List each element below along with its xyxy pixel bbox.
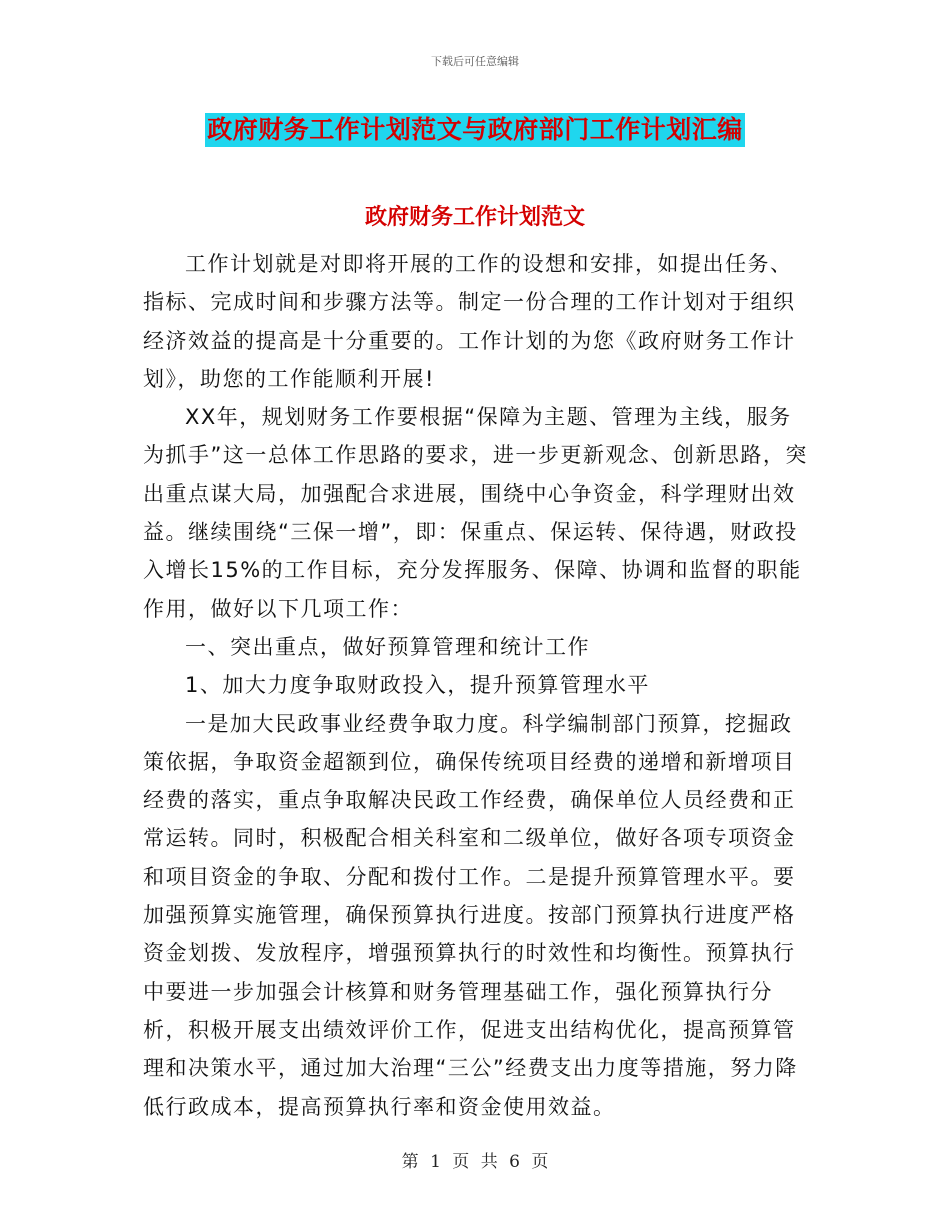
paragraph-detail: 一是加大民政事业经费争取力度。科学编制部门预算，挖掘政策依据，争取资金超额到位，确保传统项目经费的递增和新增项目经费的落实，重点争取解决民政工作经费，确保单位人员经费和正常运转。同时，积极配合相关科室和二级单位，做好各项专项资金和项目资金的争取、分配和拨付工作。二是提升预算管理水平。要加强预算实施管理，确保预算执行进度。按部门预算执行进度严格资金划拨、发放程序，增强预算执行的时效性和均衡性。预算执行中要进一步加强会计核算和财务管理基础工作，强化预算执行分析，积极开展支出绩效评价工作，促进支出结构优化，提高预算管理和决策水平，通过加大治理“三公”经费支出力度等措施，努力降低行政成本，提高预算执行率和资金使用效益。 <box>143 711 798 1119</box>
main-title: 政府财务工作计划范文与政府部门工作计划汇编 <box>205 113 745 147</box>
section-title: 政府财务工作计划范文 <box>364 204 585 230</box>
page-number: 第 1 页 共 6 页 <box>401 1152 549 1172</box>
main-title-container <box>0 113 950 147</box>
paragraph-intro: 工作计划就是对即将开展的工作的设想和安排，如提出任务、指标、完成时间和步骤方法等。制定一份合理的工作计划对于组织经济效益的提高是十分重要的。工作计划的为您《政府财务工作计划》，助您的工作能顺利开展! <box>143 252 796 391</box>
document-body <box>143 245 813 1126</box>
heading-section-1: 一、突出重点，做好预算管理和统计工作 <box>185 634 590 659</box>
heading-subsection-1: 1、加大力度争取财政投入，提升预算管理水平 <box>185 673 650 698</box>
header-note: 下载后可任意编辑 <box>431 55 519 68</box>
paragraph-overview: XX年，规划财务工作要根据“保障为主题、管理为主线，服务为抓手”这一总体工作思路的要求，进一步更新观念、创新思路，突出重点谋大局，加强配合求进展，围绕中心争资金，科学理财出效益。继续围绕“三保一增”，即：保重点、保运转、保待遇，财政投入增长15%的工作目标，充分发挥服务、保障、协调和监督的职能作用，做好以下几项工作： <box>143 405 808 621</box>
